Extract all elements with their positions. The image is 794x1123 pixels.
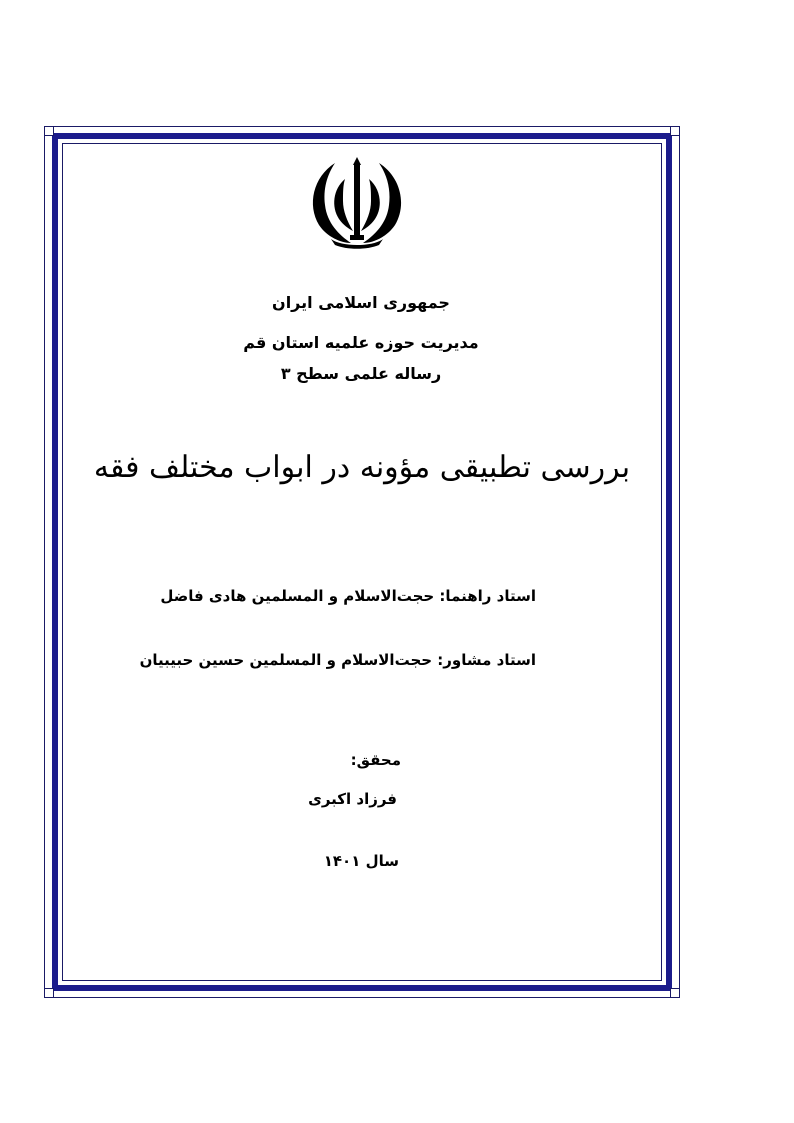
frame-corner-bottom-left xyxy=(44,988,54,998)
frame-corner-bottom-right xyxy=(670,988,680,998)
degree-level: رساله علمی سطح ۳ xyxy=(280,364,442,383)
iran-emblem-icon xyxy=(305,155,409,249)
researcher-name: فرزاد اکبری xyxy=(308,790,397,808)
advisor-line: استاد مشاور: حجت‌الاسلام و المسلمین حسین حبیبیان xyxy=(139,651,536,669)
year: سال ۱۴۰۱ xyxy=(323,852,399,870)
frame-corner-top-left xyxy=(44,126,54,136)
country-name: جمهوری اسلامی ایران xyxy=(272,293,450,312)
supervisor-line: استاد راهنما: حجت‌الاسلام و المسلمین هادی فاضل xyxy=(160,587,536,605)
frame-corner-top-right xyxy=(670,126,680,136)
researcher-label: محقق: xyxy=(350,751,401,769)
institution-name: مدیریت حوزه علمیه استان قم xyxy=(243,333,479,352)
thesis-title: بررسی تطبیقی مؤونه در ابواب مختلف فقه xyxy=(93,450,631,485)
